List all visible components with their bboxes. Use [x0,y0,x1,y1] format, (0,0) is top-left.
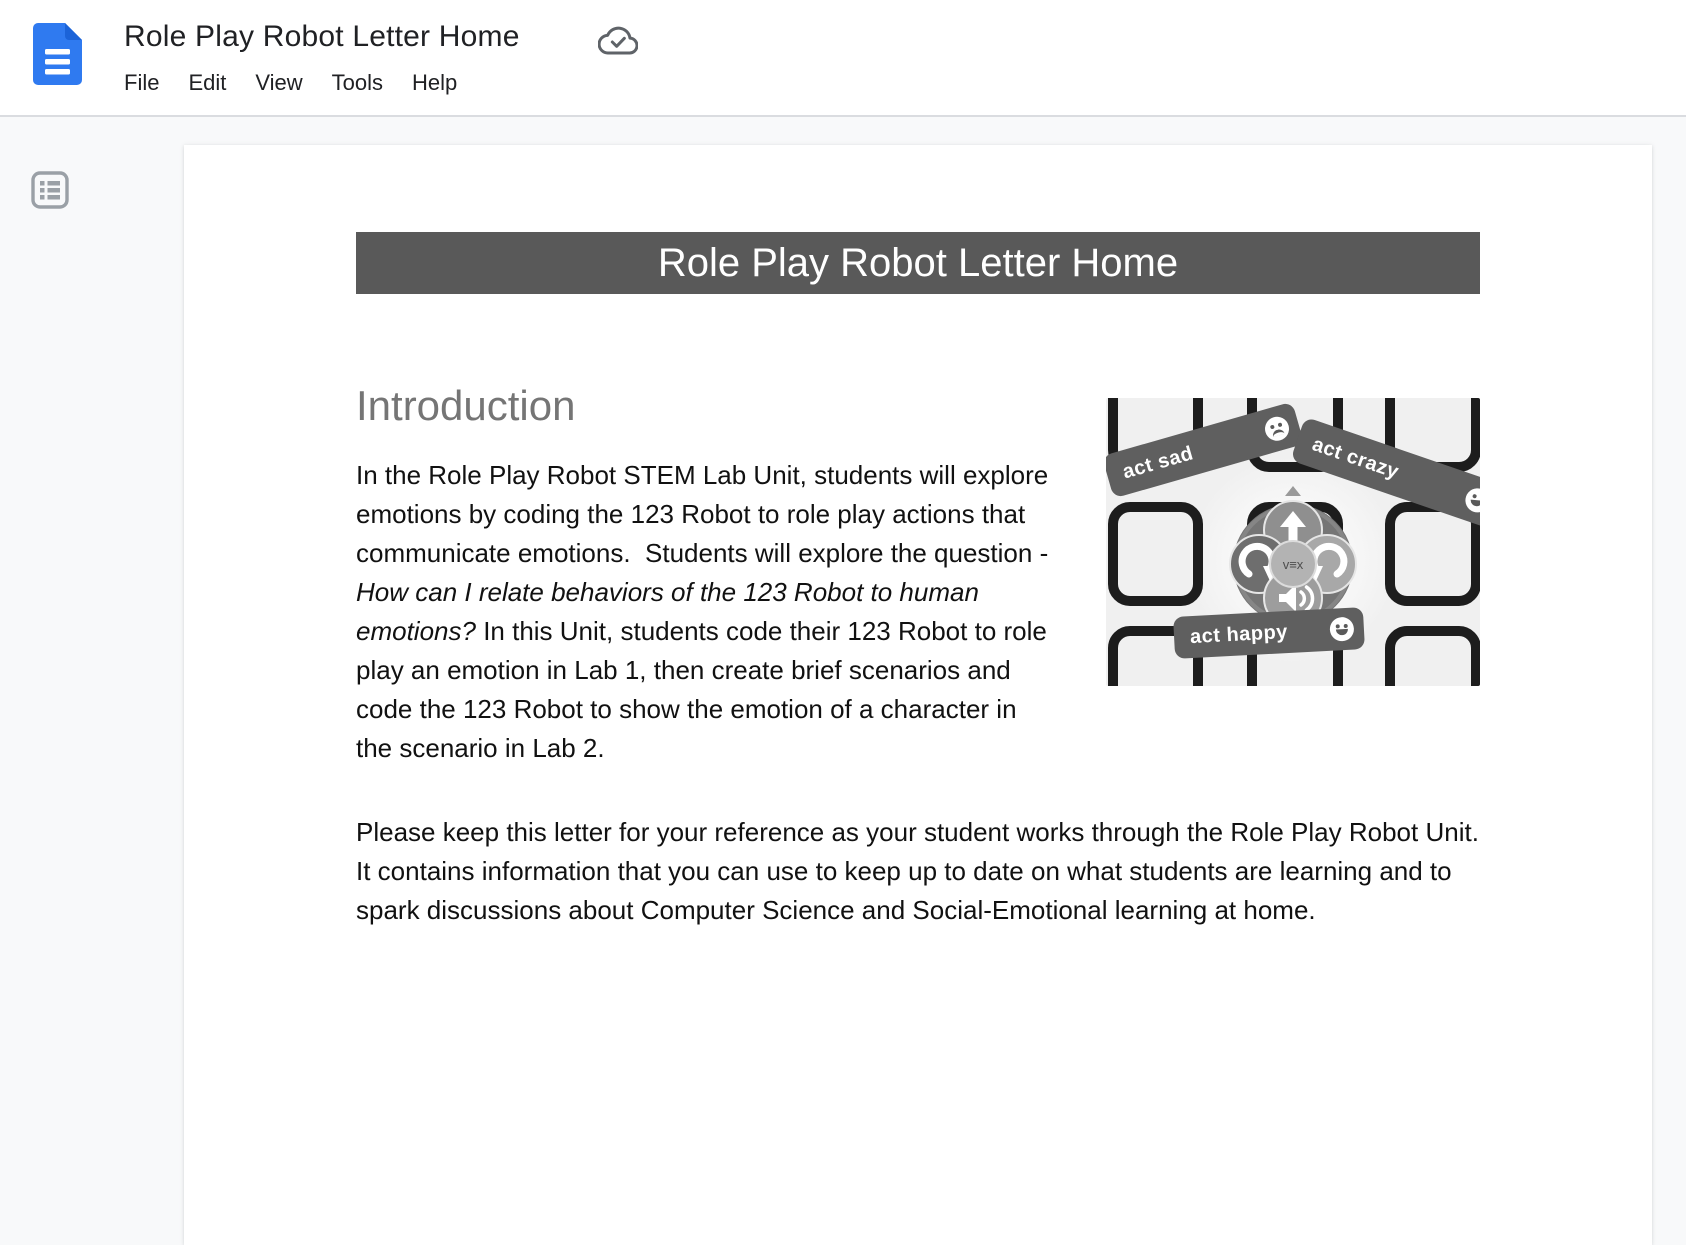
document-title-banner [356,232,1480,294]
document-title[interactable]: Role Play Robot Letter Home [124,20,520,53]
act-happy-label: act happy [1189,620,1289,648]
menu-tools[interactable]: Tools [331,70,384,95]
left-rail [0,118,184,988]
act-crazy-label: act crazy [1309,432,1402,483]
vex-123-mat-image[interactable] [1106,398,1480,686]
cloud-check-icon[interactable] [598,26,638,56]
keep-letter-paragraph: Please keep this letter for your reference as your student works through the Role Play Robot Unit. It contains information that you can use to keep up to date on what students are learning and to spark discussions about Computer Science and Social-Emotional learning at home. [356,817,1487,925]
menubar [124,66,457,100]
act-sad-label: act sad [1120,441,1196,483]
google-docs-icon [33,23,82,85]
vex-logo: v≡x [1282,557,1304,572]
intro-section [356,382,1487,930]
intro-paragraph: In the Role Play Robot STEM Lab Unit, students will explore emotions by coding the 123 Robot to role play actions that communicate emotions. Students will explore the question - How can I relate behaviors of the 123 Robot to human emotions? In this Unit, students code their 123 Robot to role play an emotion in Lab 1, then create brief scenarios and code the 123 Robot to show the emotion of a character in the scenario in Lab 2. [356,460,1056,763]
app-header [0,0,1686,117]
sad-face-icon [1262,414,1292,444]
menu-help[interactable]: Help [412,70,458,95]
banner-title-text: Role Play Robot Letter Home [657,240,1179,285]
intro-heading: Introduction [356,382,576,429]
mat-tile [1108,502,1203,606]
menu-edit[interactable]: Edit [188,70,227,95]
document-outline-icon[interactable] [30,170,70,210]
menu-view[interactable]: View [255,70,303,95]
menu-file[interactable]: File [124,70,160,95]
mat-tile [1385,626,1480,686]
happy-face-icon [1329,617,1354,642]
document-page[interactable] [184,145,1652,1245]
crazy-face-icon [1462,485,1480,516]
